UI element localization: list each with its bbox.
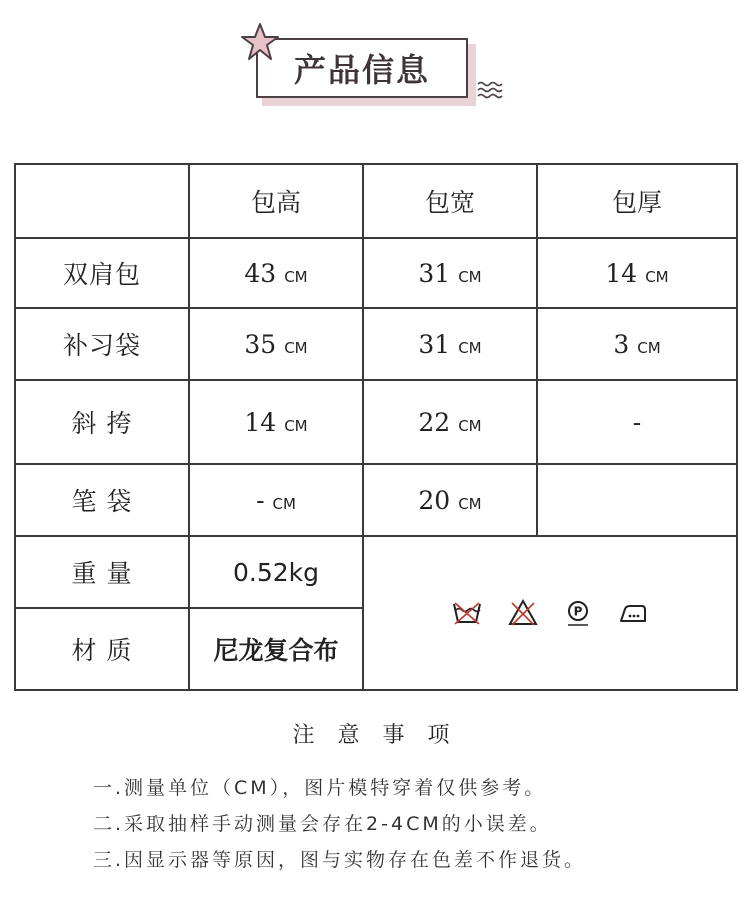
value: 14: [244, 407, 277, 437]
value: 31: [418, 329, 451, 359]
width-cell: [363, 308, 537, 380]
spec-table: [14, 163, 738, 691]
weight-label: 重 量: [15, 536, 189, 608]
depth-cell: [537, 238, 737, 308]
notes-list: [93, 770, 586, 878]
badge-box: [256, 38, 468, 98]
star-icon: [240, 22, 280, 62]
value: -: [632, 407, 642, 437]
material-value: 尼龙复合布: [189, 608, 363, 690]
width-cell: [363, 380, 537, 464]
header-width: 包宽: [363, 164, 537, 238]
script-decoration: [301, 0, 520, 21]
unit: CM: [458, 267, 482, 286]
depth-cell: [537, 464, 737, 536]
unit: CM: [272, 494, 296, 513]
value: 35: [244, 329, 277, 359]
title-badge: [0, 0, 750, 120]
value: 43: [244, 258, 277, 288]
weight-value: 0.52kg: [189, 536, 363, 608]
unit: CM: [458, 338, 482, 357]
value: 20: [418, 485, 451, 515]
value: 14: [605, 258, 638, 288]
unit: CM: [284, 338, 308, 357]
care-icons: [364, 599, 736, 627]
height-cell: [189, 380, 363, 464]
row-label: 补习袋: [15, 308, 189, 380]
row-label: 斜 挎: [15, 380, 189, 464]
height-cell: [189, 308, 363, 380]
unit: CM: [645, 267, 669, 286]
row-label: 笔 袋: [15, 464, 189, 536]
table-header-row: [15, 164, 737, 238]
svg-text:P: P: [573, 604, 583, 619]
depth-cell: [537, 380, 737, 464]
value: 31: [418, 258, 451, 288]
depth-cell: [537, 308, 737, 380]
unit: CM: [637, 338, 661, 357]
value: 22: [418, 407, 451, 437]
note-item: 一.测量单位（CM），图片模特穿着仅供参考。: [93, 777, 547, 799]
note-item: 三.因显示器等原因，图与实物存在色差不作退货。: [93, 849, 587, 871]
dry-clean-p-icon: [564, 599, 592, 627]
page-title: 产品信息: [293, 51, 430, 89]
row-label: 双肩包: [15, 238, 189, 308]
value: -: [256, 485, 265, 515]
no-wash-icon: [508, 599, 538, 627]
unit: CM: [458, 416, 482, 435]
iron-low-icon: [618, 601, 648, 625]
width-cell: [363, 464, 537, 536]
table-row: [15, 380, 737, 464]
height-cell: [189, 238, 363, 308]
table-row: [15, 464, 737, 536]
header-height: 包高: [189, 164, 363, 238]
weight-row: [15, 536, 737, 608]
width-cell: [363, 238, 537, 308]
material-label: 材 质: [15, 608, 189, 690]
header-depth: 包厚: [537, 164, 737, 238]
waves-icon: [476, 80, 504, 102]
no-bleach-icon: [452, 600, 482, 626]
care-icons-cell: [363, 536, 737, 690]
header-empty-cell: [15, 164, 189, 238]
unit: CM: [458, 494, 482, 513]
note-item: 二.采取抽样手动测量会存在2-4CM的小误差。: [93, 813, 552, 835]
height-cell: [189, 464, 363, 536]
unit: CM: [284, 267, 308, 286]
table-row: [15, 308, 737, 380]
unit: CM: [284, 416, 308, 435]
value: 3: [613, 329, 630, 359]
notes-title: 注 意 事 项: [292, 723, 458, 748]
table-row: [15, 238, 737, 308]
